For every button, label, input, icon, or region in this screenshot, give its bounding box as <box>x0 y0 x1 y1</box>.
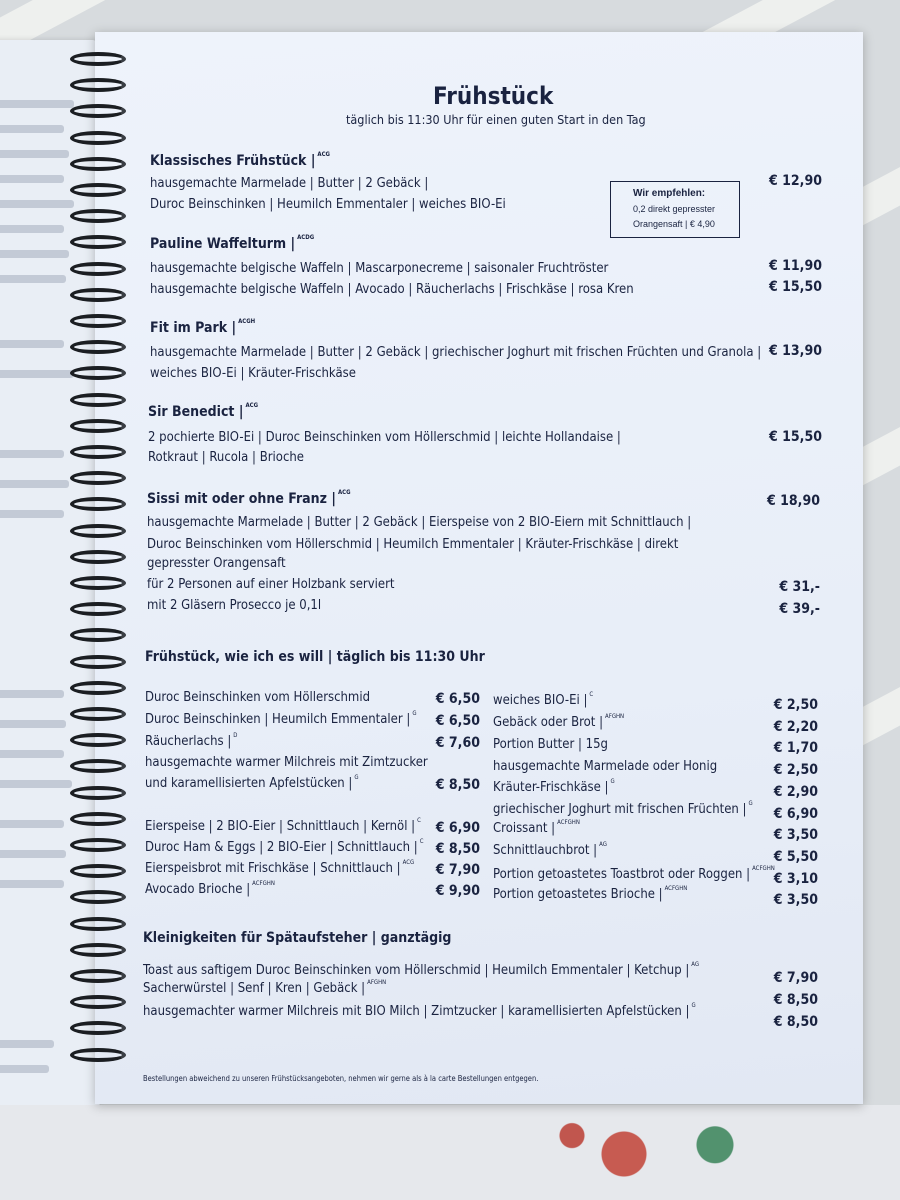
spiral-ring <box>70 524 126 538</box>
menu-item-price: € 6,90 <box>773 806 818 822</box>
menu-item-name: Schnittlauchbrot | $^{AG}$ <box>493 841 607 858</box>
spiral-ring <box>70 969 126 983</box>
item-description: weiches BIO-Ei | Kräuter-Frischkäse <box>150 366 356 381</box>
menu-item-name: weiches BIO-Ei | $^C$ <box>493 691 594 708</box>
item-name: Klassisches Frühstück | $^{ACG}$ <box>150 151 330 169</box>
item-description: hausgemachte belgische Waffeln | Avocado | Räucherlachs | Frischkäse | rosa Kren <box>150 282 634 297</box>
menu-item-name: griechischer Joghurt mit frischen Früchten | $^G$ <box>493 800 753 817</box>
menu-item-name: hausgemachter warmer Milchreis mit BIO Milch | Zimtzucker | karamellisierten Apfelstücken | $^G$ <box>143 1002 696 1019</box>
allergen-codes: G <box>748 800 753 807</box>
spiral-ring <box>70 890 126 904</box>
spiral-ring <box>70 366 126 380</box>
menu-item-name: hausgemachte warmer Milchreis mit Zimtzucker <box>145 755 428 770</box>
spiral-ring <box>70 497 126 511</box>
spiral-ring <box>70 838 126 852</box>
spiral-ring <box>70 917 126 931</box>
spiral-ring <box>70 864 126 878</box>
menu-item-price: € 3,10 <box>773 871 818 887</box>
allergen-codes: AFGHN <box>367 979 387 986</box>
item-price: € 11,90 <box>769 258 822 274</box>
spiral-ring <box>70 681 126 695</box>
menu-item-price: € 7,60 <box>435 735 480 751</box>
menu-item-name: Eierspeisbrot mit Frischkäse | Schnittlauch | $^{ACG}$ <box>145 859 415 876</box>
menu-item-price: € 8,50 <box>773 1014 818 1030</box>
item-description: hausgemachte Marmelade | Butter | 2 Gebäck | Eierspeise von 2 BIO-Eiern mit Schnittlauch | <box>147 515 692 530</box>
menu-item-name: Croissant | $^{ACFGHN}$ <box>493 819 580 836</box>
spiral-ring <box>70 52 126 66</box>
item-price: € 31,- <box>779 579 820 595</box>
spiral-ring <box>70 131 126 145</box>
menu-item-name: Kräuter-Frischkäse | $^G$ <box>493 778 615 795</box>
menu-item-price: € 2,50 <box>773 697 818 713</box>
item-price: € 18,90 <box>767 493 820 509</box>
section-heading: Frühstück, wie ich es will | täglich bis 11:30 Uhr <box>145 649 485 665</box>
allergen-codes: C <box>419 838 424 845</box>
spiral-ring <box>70 340 126 354</box>
spiral-ring <box>70 576 126 590</box>
menu-item-price: € 9,90 <box>435 883 480 899</box>
menu-item-name: Duroc Beinschinken vom Höllerschmid <box>145 690 371 705</box>
item-price: € 12,90 <box>769 173 822 189</box>
menu-item-name: Avocado Brioche | $^{ACFGHN}$ <box>145 880 275 897</box>
spiral-ring <box>70 550 126 564</box>
spiral-ring <box>70 157 126 171</box>
item-description: mit 2 Gläsern Prosecco je 0,1l <box>147 598 322 613</box>
menu-item-name: Portion getoastetes Toastbrot oder Roggen | $^{ACFGHN}$ <box>493 865 775 882</box>
spiral-ring <box>70 943 126 957</box>
allergen-codes: ACG <box>402 859 415 866</box>
menu-item-price: € 1,70 <box>773 740 818 756</box>
menu-item-name: Toast aus saftigem Duroc Beinschinken vom Höllerschmid | Heumilch Emmentaler | Ketchup | $^{AG}$ <box>143 961 700 978</box>
item-description: für 2 Personen auf einer Holzbank serviert <box>147 577 395 592</box>
menu-item-price: € 6,50 <box>435 713 480 729</box>
spiral-ring <box>70 602 126 616</box>
spiral-ring <box>70 262 126 276</box>
item-name: Fit im Park | $^{ACGH}$ <box>150 318 256 336</box>
spiral-ring <box>70 786 126 800</box>
menu-item-price: € 2,20 <box>773 719 818 735</box>
spiral-ring <box>70 104 126 118</box>
menu-item-name: Sacherwürstel | Senf | Kren | Gebäck | $^{AFGHN}$ <box>143 979 387 996</box>
item-description: Duroc Beinschinken | Heumilch Emmentaler | weiches BIO-Ei <box>150 197 506 212</box>
allergen-codes: G <box>691 1002 696 1009</box>
item-price: € 39,- <box>779 601 820 617</box>
spiral-binding <box>70 52 132 1092</box>
page-title: Frühstück <box>433 82 554 110</box>
spiral-ring <box>70 419 126 433</box>
menu-item-price: € 5,50 <box>773 849 818 865</box>
allergen-codes: G <box>412 710 417 717</box>
allergen-codes: AFGHN <box>605 713 625 720</box>
footer-note: Bestellungen abweichend zu unseren Frühstücksangeboten, nehmen wir gerne als à la carte Bestellungen entgegen. <box>143 1074 539 1083</box>
menu-item-price: € 3,50 <box>773 827 818 843</box>
spiral-ring <box>70 393 126 407</box>
menu-item-price: € 7,90 <box>435 862 480 878</box>
item-description: Duroc Beinschinken vom Höllerschmid | Heumilch Emmentaler | Kräuter-Frischkäse | direkt <box>147 537 679 552</box>
allergen-codes: AG <box>691 961 700 968</box>
item-name: Sissi mit oder ohne Franz | $^{ACG}$ <box>147 489 351 507</box>
spiral-ring <box>70 1048 126 1062</box>
spiral-ring <box>70 655 126 669</box>
recommendation-heading: Wir empfehlen: <box>633 188 706 199</box>
spiral-ring <box>70 1021 126 1035</box>
allergen-codes: ACFGHN <box>664 885 688 892</box>
spiral-ring <box>70 995 126 1009</box>
menu-item-price: € 7,90 <box>773 970 818 986</box>
menu-item-price: € 8,50 <box>435 841 480 857</box>
menu-item-name: Räucherlachs | $^D$ <box>145 732 238 749</box>
page-subtitle: täglich bis 11:30 Uhr für einen guten Start in den Tag <box>346 112 646 127</box>
section-heading: Kleinigkeiten für Spätaufsteher | ganztägig <box>143 930 452 946</box>
spiral-ring <box>70 78 126 92</box>
recommendation-line: 0,2 direkt gepresster <box>633 204 716 214</box>
spiral-ring <box>70 733 126 747</box>
menu-item-name: Gebäck oder Brot | $^{AFGHN}$ <box>493 713 625 730</box>
menu-item-name: Duroc Beinschinken | Heumilch Emmentaler | $^G$ <box>145 710 417 727</box>
menu-item-price: € 2,50 <box>773 762 818 778</box>
allergen-codes: G <box>354 774 359 781</box>
spiral-ring <box>70 288 126 302</box>
menu-item-price: € 6,50 <box>435 691 480 707</box>
menu-item-name: Duroc Ham & Eggs | 2 BIO-Eier | Schnittlauch | $^C$ <box>145 838 424 855</box>
item-description: Rotkraut | Rucola | Brioche <box>148 450 304 465</box>
spiral-ring <box>70 235 126 249</box>
spiral-ring <box>70 183 126 197</box>
menu-item-price: € 6,90 <box>435 820 480 836</box>
recommendation-line: Orangensaft | € 4,90 <box>633 219 715 229</box>
menu-item-price: € 8,50 <box>773 992 818 1008</box>
item-price: € 13,90 <box>769 343 822 359</box>
item-description: hausgemachte Marmelade | Butter | 2 Gebäck | griechischer Joghurt mit frischen Früchten und Granola | <box>150 345 762 360</box>
allergen-codes: ACFGHN <box>752 865 775 872</box>
allergen-codes: D <box>233 732 238 739</box>
menu-item-price: € 8,50 <box>435 777 480 793</box>
item-name: Pauline Waffelturm | $^{ACDG}$ <box>150 234 315 252</box>
spiral-ring <box>70 812 126 826</box>
spiral-ring <box>70 628 126 642</box>
menu-item-price: € 2,90 <box>773 784 818 800</box>
tablecloth-pattern <box>520 1108 780 1200</box>
recommendation-box <box>610 181 740 238</box>
spiral-ring <box>70 707 126 721</box>
item-name: Sir Benedict | $^{ACG}$ <box>148 402 259 420</box>
spiral-ring <box>70 759 126 773</box>
item-description: hausgemachte Marmelade | Butter | 2 Gebäck | <box>150 176 429 191</box>
item-description: 2 pochierte BIO-Ei | Duroc Beinschinken vom Höllerschmid | leichte Hollandaise | <box>148 430 621 445</box>
item-description: hausgemachte belgische Waffeln | Mascarponecreme | saisonaler Fruchtröster <box>150 261 609 276</box>
menu-item-price: € 3,50 <box>773 892 818 908</box>
menu-item-name: und karamellisierten Apfelstücken | $^G$ <box>145 774 359 791</box>
item-description: gepresster Orangensaft <box>147 556 286 571</box>
menu-item-name: Eierspeise | 2 BIO-Eier | Schnittlauch | Kernöl | $^C$ <box>145 817 421 834</box>
item-price: € 15,50 <box>769 429 822 445</box>
spiral-ring <box>70 314 126 328</box>
allergen-codes: C <box>589 691 594 698</box>
spiral-ring <box>70 471 126 485</box>
allergen-codes: ACFGHN <box>252 880 275 887</box>
allergen-codes: ACFGHN <box>557 819 580 826</box>
menu-item-name: Portion Butter | 15g <box>493 737 608 752</box>
item-price: € 15,50 <box>769 279 822 295</box>
spiral-ring <box>70 445 126 459</box>
allergen-codes: AG <box>599 841 607 848</box>
menu-item-name: Portion getoastetes Brioche | $^{ACFGHN}$ <box>493 885 688 902</box>
spiral-ring <box>70 209 126 223</box>
menu-item-name: hausgemachte Marmelade oder Honig <box>493 759 718 774</box>
allergen-codes: G <box>610 778 615 785</box>
allergen-codes: C <box>417 817 421 824</box>
